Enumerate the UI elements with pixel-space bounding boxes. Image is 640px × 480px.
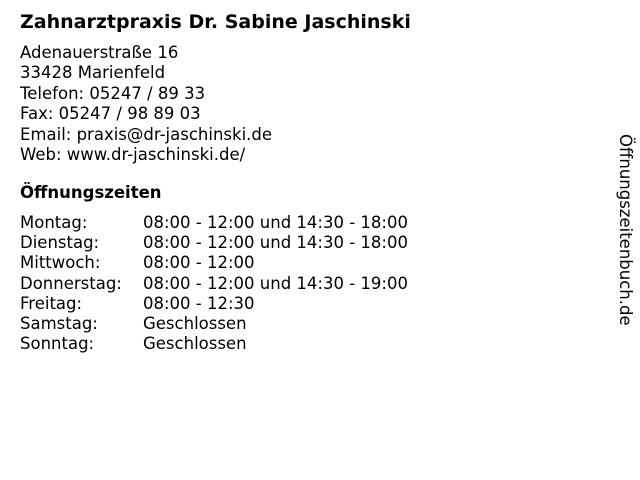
time-value: 08:00 - 12:00 und 14:30 - 19:00 (143, 273, 408, 293)
city-address: 33428 Marienfeld (20, 63, 166, 83)
hours-row-sunday (20, 334, 408, 354)
day-label: Mittwoch: (20, 253, 101, 273)
street-address: Adenauerstraße 16 (20, 43, 179, 62)
contact-block (20, 43, 272, 165)
day-label: Donnerstag: (20, 273, 122, 293)
hours-row-thursday (20, 274, 408, 294)
time-value: 08:00 - 12:00 (143, 253, 255, 273)
hours-row-saturday (20, 314, 408, 334)
time-value: Geschlossen (143, 313, 247, 333)
email-address: Email: praxis@dr-jaschinski.de (20, 124, 273, 144)
opening-hours-table (20, 213, 408, 354)
time-value: 08:00 - 12:00 und 14:30 - 18:00 (143, 213, 408, 232)
time-value: 08:00 - 12:30 (143, 293, 255, 313)
time-value: Geschlossen (143, 334, 247, 354)
day-label: Samstag: (20, 313, 98, 333)
day-label: Freitag: (20, 293, 83, 313)
hours-row-wednesday (20, 253, 408, 273)
fax-number: Fax: 05247 / 98 89 03 (20, 104, 201, 124)
hours-row-tuesday (20, 233, 408, 253)
hours-row-monday (20, 213, 408, 233)
time-value: 08:00 - 12:00 und 14:30 - 18:00 (143, 233, 408, 253)
phone-number: Telefon: 05247 / 89 33 (20, 83, 206, 103)
website-address: Web: www.dr-jaschinski.de/ (20, 145, 246, 165)
site-watermark: Öffnungszeitenbuch.de (616, 134, 635, 326)
day-label: Sonntag: (20, 334, 95, 354)
hours-row-friday (20, 294, 408, 314)
day-label: Dienstag: (20, 233, 100, 253)
practice-title: Zahnarztpraxis Dr. Sabine Jaschinski (20, 11, 411, 33)
opening-hours-heading: Öffnungszeiten (20, 183, 162, 202)
day-label: Montag: (20, 213, 88, 232)
